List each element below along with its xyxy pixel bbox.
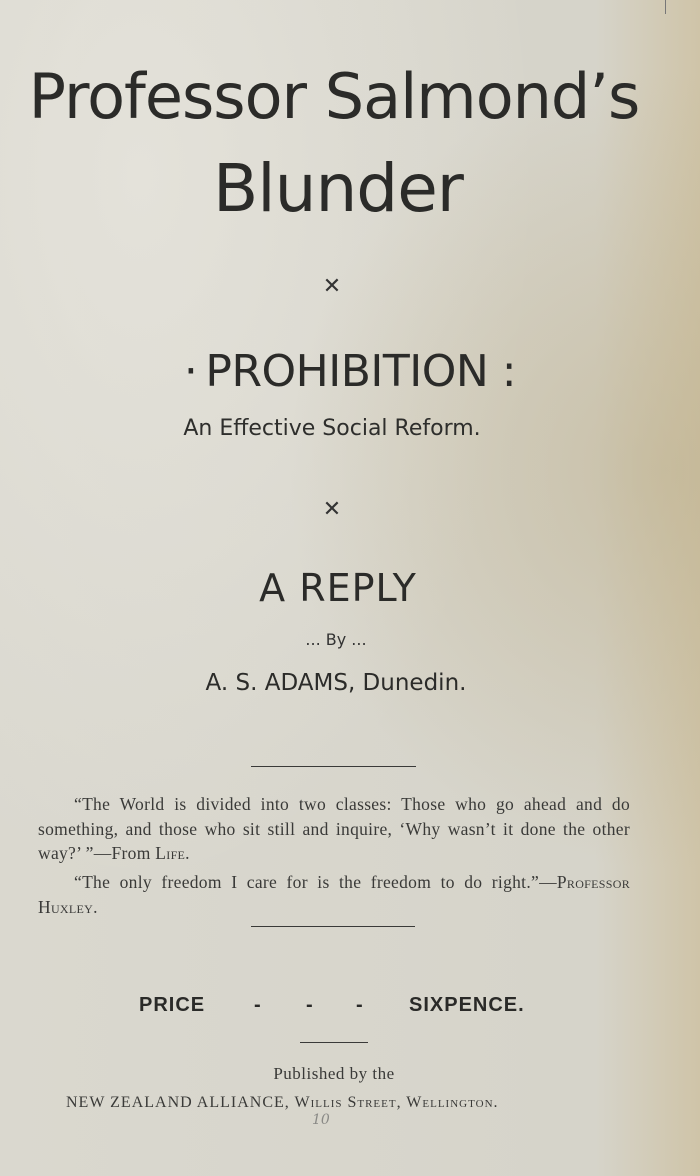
heading-lead-dot: ·	[183, 346, 198, 397]
divider-rule	[251, 766, 416, 767]
quote-source: Life.	[155, 843, 190, 863]
ornament-cross-icon: ✕	[322, 497, 342, 522]
price-dash: -	[356, 994, 363, 1016]
price-label: PRICE	[139, 994, 206, 1016]
reply-heading: A REPLY	[259, 566, 417, 610]
title-line-1: Professor Salmond’s	[28, 60, 640, 133]
quote-text: “The World is divided into two classes: Those who go ahead and do something, and those who sit still and inquire, ‘Why wasn’t it done the other way?’ ”—From	[38, 794, 630, 863]
published-by-line: Published by the	[273, 1064, 395, 1083]
divider-rule	[251, 926, 415, 927]
author-line: A. S. ADAMS, Dunedin.	[205, 670, 467, 696]
subtitle: An Effective Social Reform.	[183, 416, 481, 441]
heading-main: PROHIBITION :	[205, 346, 517, 397]
quote-text: “The only freedom I care for is the freedom to do right.”—	[74, 872, 557, 892]
prohibition-heading	[0, 346, 700, 397]
epigraph-quote	[38, 870, 630, 919]
handwritten-mark: 10	[312, 1112, 330, 1128]
price-line	[0, 994, 700, 1024]
divider-rule-short	[300, 1042, 368, 1043]
ornament-cross-icon: ✕	[322, 274, 342, 299]
title-line-2: Blunder	[213, 150, 463, 227]
by-line: ... By ...	[305, 630, 367, 649]
corner-mark	[665, 0, 666, 14]
price-dash: -	[254, 994, 261, 1016]
epigraph-quote	[38, 792, 630, 866]
quote-source: Professor Huxley.	[38, 872, 630, 917]
publisher-line: NEW ZEALAND ALLIANCE, Willis Street, Wellington.	[66, 1094, 499, 1111]
price-dash: -	[306, 994, 313, 1016]
price-value: SIXPENCE.	[409, 994, 525, 1016]
